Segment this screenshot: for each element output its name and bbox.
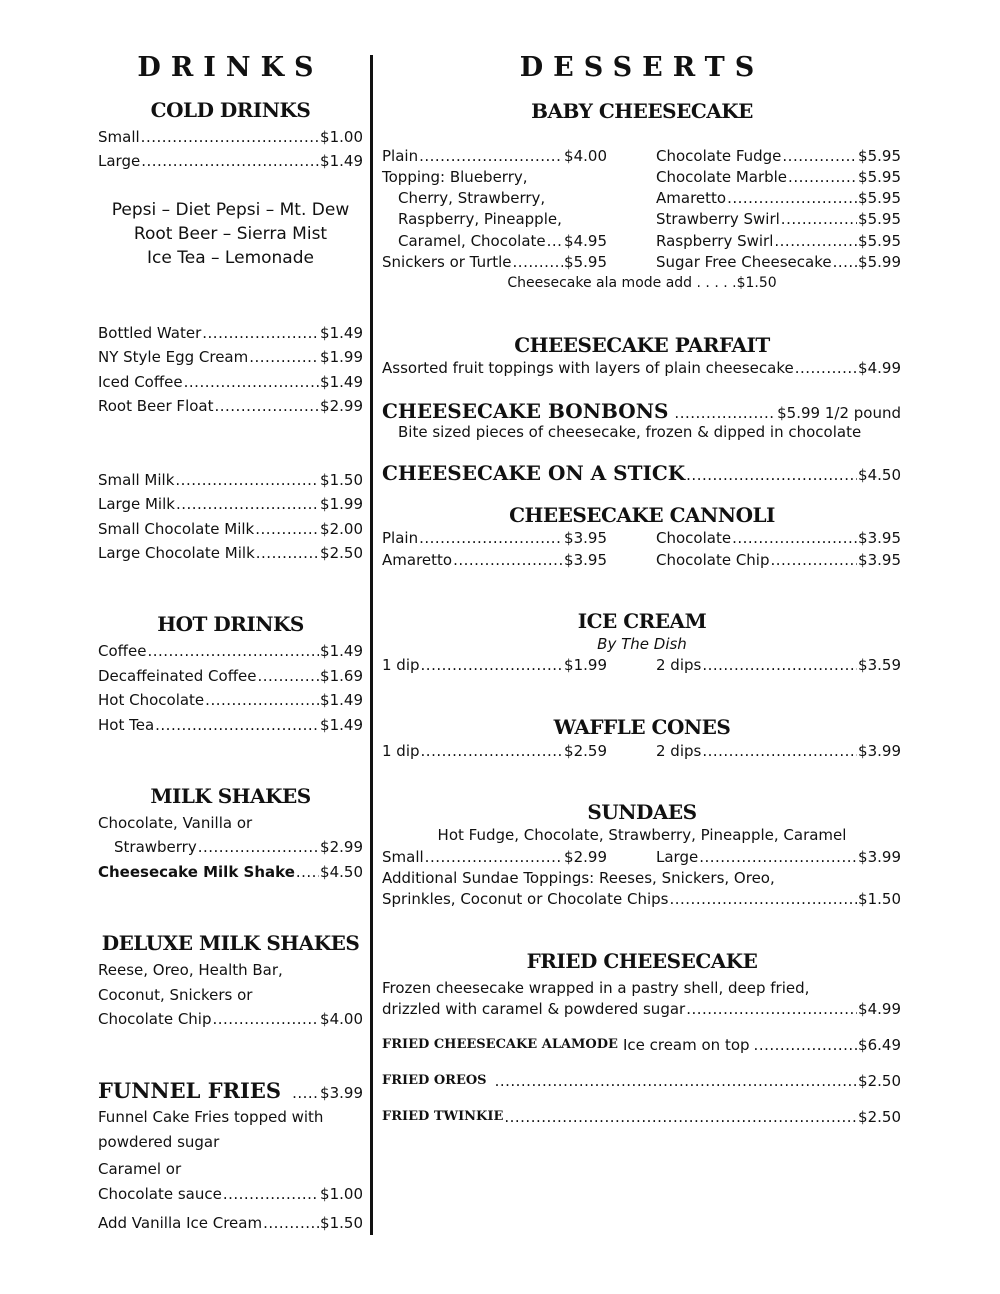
ice-cream-subtitle: By The Dish [597, 635, 687, 653]
cannoli-title: CHEESECAKE CANNOLI [509, 503, 775, 527]
menu-item: FRIED TWINKIE ..... $2.50 [382, 1108, 901, 1126]
menu-item: Chocolate ..... $3.95 [656, 529, 901, 547]
stick-heading: CHEESECAKE ON A STICK ..... $4.50 [382, 462, 901, 484]
menu-item: Chocolate Chip ..... $4.00 [98, 1010, 363, 1028]
menu-item: Bottled Water ..... $1.49 [98, 324, 363, 342]
menu-item: 2 dips ..... $3.59 [656, 656, 901, 674]
ala-mode-note: Cheesecake ala mode add . . . . .$1.50 [507, 275, 777, 291]
menu-item: Decaffeinated Coffee ..... $1.69 [98, 667, 363, 685]
bonbons-desc: Bite sized pieces of cheesecake, frozen & dipped in chocolate [398, 423, 862, 441]
topping-line-1: Topping: Blueberry, [382, 168, 528, 186]
menu-item: FRIED CHEESECAKE ALAMODE Ice cream on top ..... $6.49 [382, 1036, 901, 1054]
menu-item: Amaretto ..... $5.95 [656, 189, 901, 207]
menu-item: 1 dip ..... $1.99 [382, 656, 607, 674]
drinks-title: DRINKS [137, 52, 324, 83]
menu-item: Chocolate Chip ..... $3.95 [656, 551, 901, 569]
funnel-fries-heading: FUNNEL FRIES ..... $3.99 [98, 1080, 363, 1102]
menu-item: drizzled with caramel & powdered sugar ..... $4.99 [382, 1000, 901, 1018]
deluxe-flavors-1: Reese, Oreo, Health Bar, [98, 961, 283, 979]
menu-item: Large ..... $1.49 [98, 152, 363, 170]
column-divider [370, 55, 373, 1235]
desserts-title: DESSERTS [519, 52, 765, 83]
menu-item: Strawberry ..... $2.99 [114, 838, 363, 856]
menu-item: Assorted fruit toppings with layers of plain cheesecake ..... $4.99 [382, 359, 901, 377]
sundae-flavors: Hot Fudge, Chocolate, Strawberry, Pineapple, Caramel [437, 826, 847, 844]
menu-item: Cheesecake Milk Shake ..... $4.50 [98, 863, 363, 881]
menu-item: FRIED OREOS ..... $2.50 [382, 1072, 901, 1090]
waffle-cones-title: WAFFLE CONES [553, 715, 731, 739]
menu-item: Coffee ..... $1.49 [98, 642, 363, 660]
sundaes-title: SUNDAES [587, 800, 697, 824]
menu-item: Large Milk ..... $1.99 [98, 495, 363, 513]
soda-flavor-list: Pepsi – Diet Pepsi – Mt. Dew Root Beer – Sierra Mist Ice Tea – Lemonade [111, 200, 350, 268]
funnel-desc-1: Funnel Cake Fries topped with [98, 1108, 324, 1126]
menu-item: Chocolate sauce ..... $1.00 [98, 1185, 363, 1203]
milk-shakes-title: MILK SHAKES [150, 784, 311, 808]
menu-item: Plain ..... $4.00 [382, 147, 607, 165]
deluxe-flavors-2: Coconut, Snickers or [98, 986, 253, 1004]
menu-item: Small ..... $2.99 [382, 848, 607, 866]
menu-item: Root Beer Float ..... $2.99 [98, 397, 363, 415]
menu-item: Amaretto ..... $3.95 [382, 551, 607, 569]
cold-drinks-title: COLD DRINKS [150, 98, 311, 122]
menu-item: Plain ..... $3.95 [382, 529, 607, 547]
menu-item: Large Chocolate Milk ..... $2.50 [98, 544, 363, 562]
menu-item: Raspberry Swirl ..... $5.95 [656, 232, 901, 250]
deluxe-shakes-title: DELUXE MILK SHAKES [101, 931, 360, 955]
menu-item: Chocolate Fudge ..... $5.95 [656, 147, 901, 165]
menu-item: Add Vanilla Ice Cream ..... $1.50 [98, 1214, 363, 1232]
fried-cheesecake-title: FRIED CHEESECAKE [526, 949, 758, 973]
menu-item: Sprinkles, Coconut or Chocolate Chips ..... $1.50 [382, 890, 901, 908]
menu-item: Large ..... $3.99 [656, 848, 901, 866]
menu-item: 1 dip ..... $2.59 [382, 742, 607, 760]
menu-item: Hot Chocolate ..... $1.49 [98, 691, 363, 709]
menu-item: Snickers or Turtle ..... $5.95 [382, 253, 607, 271]
hot-drinks-title: HOT DRINKS [157, 612, 304, 636]
menu-item: 2 dips ..... $3.99 [656, 742, 901, 760]
shake-flavors: Chocolate, Vanilla or [98, 814, 253, 832]
topping-line-3: Raspberry, Pineapple, [398, 210, 562, 228]
bonbons-heading: CHEESECAKE BONBONS ..... $5.99 1/2 pound [382, 400, 901, 422]
topping-line-2: Cherry, Strawberry, [398, 189, 546, 207]
menu-item: Chocolate Marble ..... $5.95 [656, 168, 901, 186]
funnel-sauce-1: Caramel or [98, 1160, 182, 1178]
menu-item: Small ..... $1.00 [98, 128, 363, 146]
menu-item: Strawberry Swirl ..... $5.95 [656, 210, 901, 228]
menu-item: Hot Tea ..... $1.49 [98, 716, 363, 734]
menu-item: Small Milk ..... $1.50 [98, 471, 363, 489]
menu-item: Small Chocolate Milk ..... $2.00 [98, 520, 363, 538]
menu-item: Sugar Free Cheesecake ..... $5.99 [656, 253, 901, 271]
sundae-toppings-1: Additional Sundae Toppings: Reeses, Snickers, Oreo, [382, 869, 775, 887]
menu-item: NY Style Egg Cream ..... $1.99 [98, 348, 363, 366]
funnel-desc-2: powdered sugar [98, 1133, 220, 1151]
parfait-title: CHEESECAKE PARFAIT [514, 333, 770, 357]
ice-cream-title: ICE CREAM [577, 609, 707, 633]
menu-item: Caramel, Chocolate ..... $4.95 [398, 232, 607, 250]
baby-cheesecake-title: BABY CHEESECAKE [531, 99, 753, 123]
menu-item: Iced Coffee ..... $1.49 [98, 373, 363, 391]
fried-desc-1: Frozen cheesecake wrapped in a pastry shell, deep fried, [382, 979, 810, 997]
